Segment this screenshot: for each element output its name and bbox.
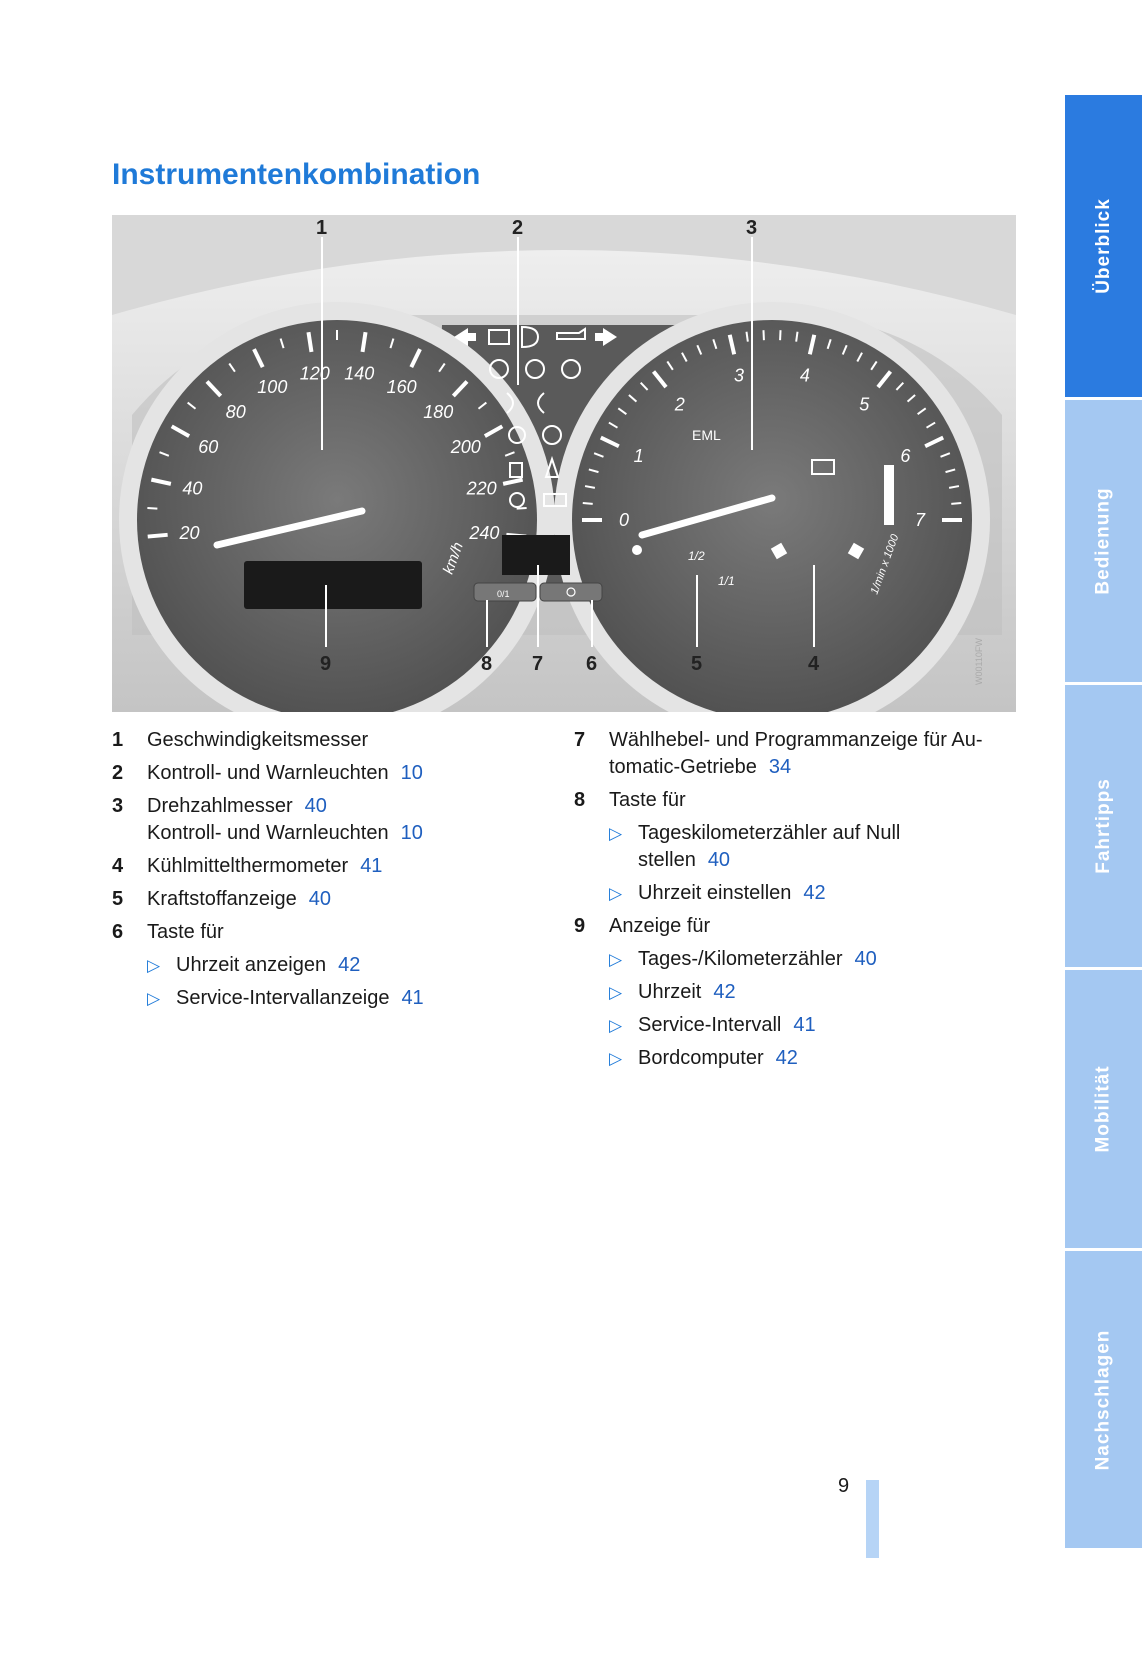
callout-8: 8 (481, 653, 493, 675)
legend-subitem: ▷ Uhrzeit 42 (609, 979, 1014, 1006)
legend-right (574, 727, 1014, 1072)
page-ref-link[interactable]: 40 (304, 795, 327, 817)
dial-tick (148, 535, 168, 537)
dial-label: 160 (386, 376, 417, 397)
dial-label: 1 (633, 445, 644, 466)
speed-unit: km/h (439, 539, 467, 577)
dial-label: 80 (225, 402, 246, 423)
page-ref-link[interactable]: 40 (854, 948, 877, 970)
page-ref-link[interactable]: 10 (400, 762, 423, 784)
page-number-bar (866, 1480, 879, 1558)
dial-label: 120 (299, 363, 330, 384)
dial-tick (517, 508, 527, 509)
callout-9: 9 (320, 653, 332, 675)
legend-item-4: 4 Kühlmittelthermometer 41 (112, 855, 383, 877)
legend-item-2: 2 Kontroll- und Warnleuchten 10 (112, 762, 423, 784)
dial-tick (583, 503, 593, 504)
dial-label: 6 (900, 445, 911, 466)
bullet-triangle-icon: ▷ (609, 983, 623, 1002)
legend-subitem: ▷ Tages-/Kilometerzähler 40 (609, 946, 1014, 973)
page-ref-link[interactable]: 42 (775, 1047, 798, 1069)
callout-5: 5 (691, 653, 703, 675)
bullet-triangle-icon: ▷ (147, 989, 161, 1008)
page-ref-link[interactable]: 42 (803, 882, 826, 904)
tab-nachschlagen[interactable]: Nachschlagen (1065, 1251, 1142, 1548)
bullet-triangle-icon: ▷ (609, 950, 623, 969)
legend-item-3: 3 Drehzahlmesser 40 Kontroll- und Warnleuchten 10 (112, 795, 423, 844)
page-ref-link[interactable]: 34 (768, 756, 792, 778)
legend-subitem: ▷ Bordcomputer 42 (609, 1045, 1014, 1072)
dial-label: 0 (618, 510, 630, 530)
dial-tick (951, 503, 961, 504)
coolant-cold-dot (632, 545, 642, 555)
dial-label: 5 (859, 394, 870, 415)
callout-6: 6 (586, 653, 598, 675)
callout-2: 2 (512, 217, 524, 239)
fuel-mark-full: 1/1 (718, 574, 735, 588)
dial-label: 220 (466, 478, 497, 499)
dial-label: 40 (182, 478, 203, 499)
legend-subitem: ▷ Uhrzeit anzeigen 42 (147, 952, 562, 979)
dial-tick (147, 508, 157, 509)
page-ref-link[interactable]: 10 (400, 822, 423, 844)
page-ref-link[interactable]: 42 (338, 954, 361, 976)
display-odometer (244, 561, 422, 609)
bullet-triangle-icon: ▷ (147, 956, 161, 975)
page-ref-link[interactable]: 41 (793, 1014, 816, 1036)
rpm-unit: 1/min x 1000 (868, 532, 902, 597)
callout-7: 7 (532, 653, 544, 675)
gear-indicator-display (502, 535, 570, 575)
figure-code: W00110FW (974, 638, 984, 685)
page-ref-link[interactable]: 41 (360, 855, 383, 877)
page-ref-link[interactable]: 40 (308, 888, 331, 910)
tab-mobilitaet[interactable]: Mobilität (1065, 970, 1142, 1248)
dial-label: 100 (257, 376, 288, 397)
fuel-mark-half: 1/2 (688, 549, 705, 563)
dial-label: 2 (674, 394, 685, 415)
callout-1: 1 (316, 217, 328, 239)
callout-4: 4 (808, 653, 820, 675)
bullet-triangle-icon: ▷ (609, 1016, 623, 1035)
legend-subitem: ▷ Tageskilometerzähler auf Null stellen 40 (609, 820, 1014, 874)
clock-button[interactable] (540, 583, 602, 601)
eml-label: EML (692, 427, 721, 443)
legend-item-5: 5 Kraftstoffanzeige 40 (112, 888, 331, 910)
page-ref-link[interactable]: 40 (707, 849, 731, 871)
dial-label: 20 (179, 522, 200, 543)
dial-tick (746, 332, 747, 342)
trip-reset-button-label: 0/1 (497, 589, 510, 599)
instrument-cluster-figure (112, 215, 1016, 712)
dial-label: 3 (734, 365, 745, 386)
tab-ueberblick[interactable]: Überblick (1065, 95, 1142, 397)
legend-item-8: 8 Taste für (574, 789, 686, 811)
dial-label: 180 (423, 402, 454, 423)
legend-subitem: ▷ Uhrzeit einstellen 42 (609, 880, 1014, 907)
bullet-triangle-icon: ▷ (609, 884, 623, 903)
bullet-triangle-icon: ▷ (609, 824, 623, 843)
page-ref-link[interactable]: 41 (401, 987, 424, 1009)
legend-left (112, 727, 562, 1012)
dial-label: 240 (469, 522, 500, 543)
dial-label: 7 (914, 510, 926, 530)
legend-subitem: ▷ Service-Intervallanzeige 41 (147, 985, 562, 1012)
bullet-triangle-icon: ▷ (609, 1049, 623, 1068)
tab-bedienung[interactable]: Bedienung (1065, 400, 1142, 682)
tachometer-dial (572, 320, 972, 712)
legend-item-7: 7 Wählhebel- und Programmanzeige für Au- tomatic-Getriebe 34 (574, 729, 983, 778)
dial-tick (796, 332, 797, 342)
callout-3: 3 (746, 217, 758, 239)
dial-label: 200 (450, 437, 481, 458)
legend-item-9: 9 Anzeige für (574, 915, 711, 937)
page-number: 9 (838, 1475, 850, 1497)
legend-subitem: ▷ Service-Intervall 41 (609, 1012, 1014, 1039)
legend-item-6: 6 Taste für (112, 921, 224, 943)
tab-fahrtipps[interactable]: Fahrtipps (1065, 685, 1142, 967)
dial-label: 140 (344, 363, 375, 384)
page-ref-link[interactable]: 42 (713, 981, 736, 1003)
rev-limit-bar (884, 465, 894, 525)
dial-label: 4 (799, 365, 810, 386)
legend-item-1: 1 Geschwindigkeitsmesser (112, 729, 369, 751)
dial-label: 60 (198, 437, 219, 458)
page-title: Instrumentenkombination (112, 158, 481, 191)
